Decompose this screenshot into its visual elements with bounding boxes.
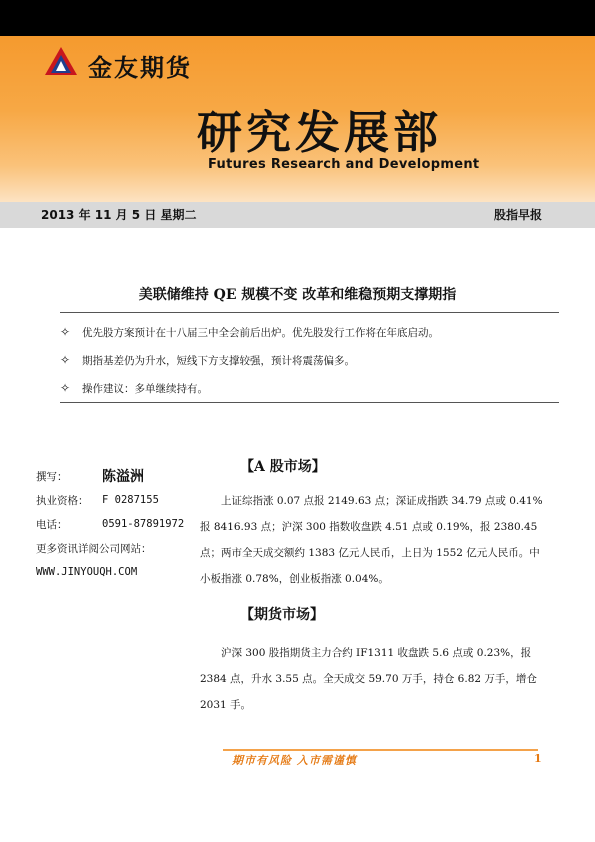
license-value: F 0287155 — [102, 494, 159, 506]
more-info-label: 更多资讯详阅公司网站： — [36, 542, 152, 555]
department-title: 研究发展部 — [197, 106, 443, 159]
author-label: 撰写： — [36, 470, 68, 483]
summary-item — [60, 318, 559, 346]
report-date: 2013 年 11 月 5 日 星期二 — [41, 208, 197, 222]
website-link[interactable]: WWW.JINYOUQH.COM — [36, 566, 138, 578]
phone-row — [36, 512, 206, 536]
footer-line — [223, 749, 538, 751]
footer-slogan: 期市有风险 入市需谨慎 — [232, 754, 357, 767]
summary-text: 操作建议：多单继续持有。 — [82, 382, 208, 395]
summary-text: 期指基差仍为升水，短线下方支撑较强，预计将震荡偏多。 — [82, 354, 355, 367]
author-name: 陈溢洲 — [102, 469, 144, 485]
brand-name: 金友期货 — [88, 54, 192, 82]
page-number: 1 — [534, 752, 542, 765]
section-heading-a-share: 【A 股市场】 — [240, 459, 326, 475]
department-title-en: Futures Research and Development — [208, 157, 480, 172]
license-label: 执业资格： — [36, 494, 89, 507]
license-row — [36, 488, 206, 512]
company-logo-icon — [44, 46, 78, 76]
author-row — [36, 464, 206, 488]
divider-top — [60, 312, 559, 313]
section-text-futures: 沪深 300 股指期货主力合约 IF1311 收盘跌 5.6 点或 0.23%，报 2384 点，升水 3.55 点。全天成交 59.70 万手，持仓 6.82 万手，增仓 2031 手。 — [200, 647, 537, 711]
summary-text: 优先股方案预计在十八届三中全会前后出炉。优先股发行工作将在年底启动。 — [82, 326, 439, 339]
summary-item — [60, 374, 559, 402]
summary-list — [60, 318, 559, 402]
report-type: 股指早报 — [493, 208, 542, 222]
phone-value: 0591-87891972 — [102, 518, 185, 530]
divider-bottom — [60, 402, 559, 403]
top-black-bar — [0, 0, 595, 36]
author-info — [36, 464, 206, 584]
diamond-bullet-icon: ✧ — [60, 325, 71, 339]
diamond-bullet-icon: ✧ — [60, 353, 71, 367]
section-heading-futures: 【期货市场】 — [240, 607, 324, 623]
section-text-a-share: 上证综指涨 0.07 点报 2149.63 点；深证成指跌 34.79 点或 0.41%报 8416.93 点；沪深 300 指数收盘跌 4.51 点或 0.19%，报 2380.45 点；两市全天成交额约 1383 亿元人民币，上日为 1552 亿元人民币。中小板指涨 0.78%，创业板指涨 0.04%。 — [200, 495, 543, 585]
report-title: 美联储维持 QE 规模不变 改革和维稳预期支撑期指 — [138, 287, 457, 303]
diamond-bullet-icon: ✧ — [60, 381, 71, 395]
phone-label: 电话： — [36, 518, 68, 531]
summary-item — [60, 346, 559, 374]
